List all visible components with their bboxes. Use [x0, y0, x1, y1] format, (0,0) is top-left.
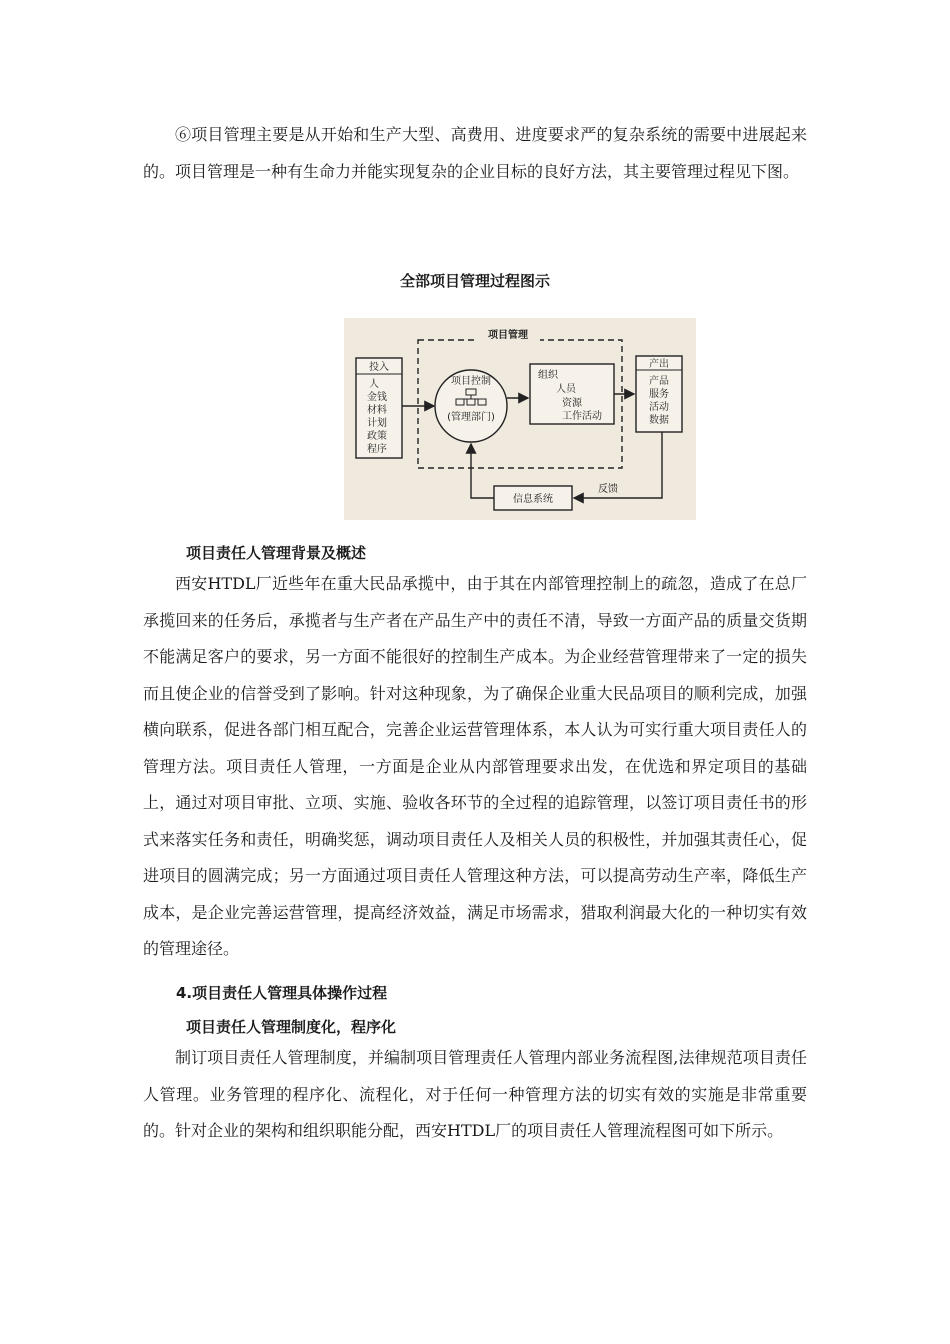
feedback-label: 反馈	[598, 484, 618, 495]
outer-label: 项目管理	[488, 330, 528, 341]
org-title: 组织	[538, 370, 558, 381]
output-item: 活动	[649, 402, 669, 413]
output-item: 服务	[649, 389, 669, 400]
input-item: 金钱	[367, 392, 387, 403]
section2-heading: 4.项目责任人管理具体操作过程	[176, 984, 388, 1002]
output-item: 数据	[649, 415, 669, 426]
input-item: 材料	[367, 405, 387, 416]
org-item: 人员	[556, 384, 576, 395]
intro-paragraph: ⑥项目管理主要是从开始和生产大型、高费用、进度要求严的复杂系统的需要中进展起来的。项目管理是一种有生命力并能实现复杂的企业目标的良好方法，其主要管理过程见下图。	[143, 125, 807, 181]
figure-caption: 全部项目管理过程图示	[399, 272, 550, 290]
info-system-label: 信息系统	[513, 494, 553, 505]
org-item: 工作活动	[562, 411, 602, 422]
section2-subheading: 项目责任人管理制度化，程序化	[186, 1018, 397, 1036]
section1-body: 西安HTDL厂近些年在重大民品承揽中，由于其在内部管理控制上的疏忽，造成了在总厂承揽回来的任务后，承揽者与生产者在产品生产中的责任不清，导致一方面产品的质量交货期不能满足客户的要求，另一方面不能很好的控制生产成本。为企业经营管理带来了一定的损失而且使企业的信誉受到了影响。针对这种现象，为了确保企业重大民品项目的顺利完成，加强横向联系，促进各部门相互配合，完善企业运营管理体系，本人认为可实行重大项目责任人的管理方法。项目责任人管理，一方面是企业从内部管理要求出发，在优选和界定项目的基础上，通过对项目审批、立项、实施、验收各环节的全过程的追踪管理，以签订项目责任书的形式来落实任务和责任，明确奖惩，调动项目责任人及相关人员的积极性，并加强其责任心，促进项目的圆满完成；另一方面通过项目责任人管理这种方法，可以提高劳动生产率，降低生产成本，是企业完善运营管理，提高经济效益，满足市场需求，猎取利润最大化的一种切实有效的管理途径。	[143, 574, 807, 958]
output-title: 产出	[649, 359, 669, 370]
input-item: 人	[369, 379, 379, 390]
control-title: 项目控制	[451, 376, 491, 387]
section2-body: 制订项目责任人管理制度，并编制项目管理责任人管理内部业务流程图,法律规范项目责任人管理。业务管理的程序化、流程化，对于任何一种管理方法的切实有效的实施是非常重要的。针对企业的架构和组织职能分配，西安HTDL厂的项目责任人管理流程图可如下所示。	[143, 1048, 807, 1140]
section1-heading: 项目责任人管理背景及概述	[186, 544, 367, 562]
input-item: 政策	[367, 431, 387, 442]
org-item: 资源	[562, 398, 582, 409]
control-subtitle: (管理部门)	[447, 412, 495, 423]
output-item: 产品	[649, 376, 669, 387]
input-title: 投入	[369, 362, 389, 373]
project-management-diagram	[344, 318, 696, 520]
input-item: 计划	[367, 418, 387, 429]
input-item: 程序	[367, 444, 387, 455]
